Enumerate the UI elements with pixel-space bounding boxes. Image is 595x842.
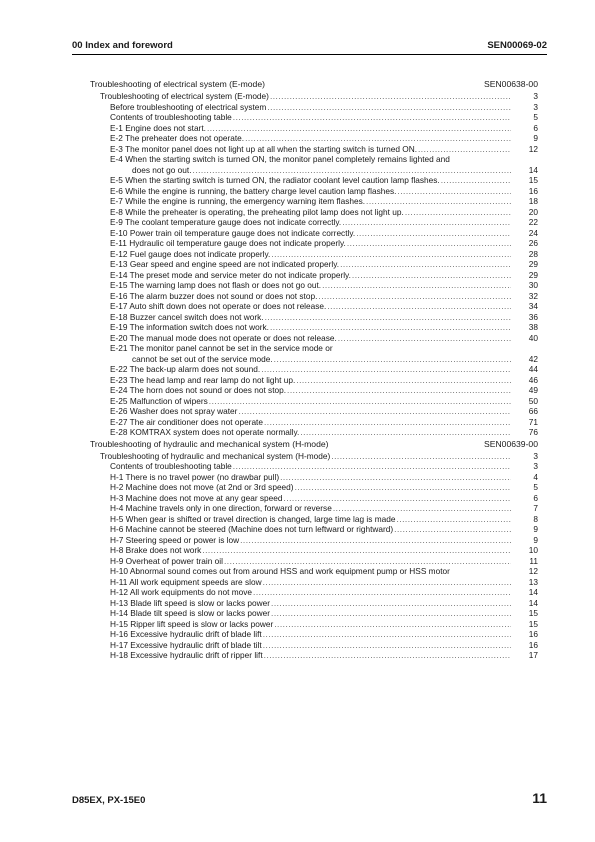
toc-entry-title: Before troubleshooting of electrical system [110,101,267,112]
dot-leader [263,640,511,651]
toc-entry-page: 16 [528,629,538,639]
toc-entry-title: E-5 When the starting switch is turned ON, the radiator coolant level caution lamp flashes. [110,175,440,185]
toc-entry [90,217,538,228]
toc-entry-title: H-14 Blade tilt speed is slow or lacks power [110,608,271,618]
toc-entry-title: E-10 Power train oil temperature gauge does not indicate correctly. [110,227,356,238]
toc-entry-title: H-18 Excessive hydraulic drift of ripper lift [110,650,263,660]
toc-entry-page: 30 [528,280,538,290]
dot-leader [333,503,511,514]
dot-leader [233,461,511,472]
toc-entry [90,270,538,281]
toc-entry-page: 14 [528,587,538,597]
toc-entry-page: 14 [528,164,538,175]
toc-entry [90,406,538,417]
toc-entry-title: E-15 The warning lamp does not flash or does not go out. [110,280,322,290]
toc-entries-electrical [90,91,538,438]
toc-entry-page: 4 [533,471,538,482]
toc-entry-title: E-28 KOMTRAX system does not operate normally. [110,427,300,437]
toc-entry [90,144,538,155]
toc-entry-page: 66 [528,406,538,416]
toc-entry-page: 34 [528,301,538,311]
toc-entry [90,322,538,333]
toc-entry-page: 71 [528,416,538,427]
toc-entry-page: 18 [528,196,538,206]
header-doc-code: SEN00069-02 [487,40,547,51]
toc-entry-title: H-8 Brake does not work [110,545,202,555]
dot-leader [233,112,511,123]
toc-entry-title: H-13 Blade lift speed is slow or lacks power [110,597,271,608]
toc-entry-title: E-4 When the starting switch is turned ON, the monitor panel completely remains lighted and [110,154,450,164]
toc-entry [90,228,538,239]
toc-entry [90,154,538,165]
toc-entry-page: 16 [528,185,538,196]
toc-entry-title: H-4 Machine travels only in one direction, forward or reverse [110,503,332,513]
toc-entry-title: H-16 Excessive hydraulic drift of blade lift [110,629,262,639]
dot-leader [264,650,511,661]
toc-entry-title: E-12 Fuel gauge does not indicate properly. [110,248,271,259]
toc-entry-page: 28 [528,248,538,259]
dot-leader [366,196,511,207]
toc-entry [90,249,538,260]
toc-entry-title: E-17 Auto shift down does not operate or does not release. [110,301,327,311]
toc-entry-title: H-3 Machine does not move at any gear speed [110,492,283,503]
toc-entry [90,503,538,514]
toc-entry-title: E-7 While the engine is running, the emergency warning item flashes. [110,196,366,206]
toc-entry [90,333,538,344]
toc-entry-title: Contents of troubleshooting table [110,112,232,122]
dot-leader [240,535,511,546]
toc-entry-page: 11 [529,555,538,566]
toc-entry [90,91,538,102]
toc-entry [90,196,538,207]
page-number: 11 [532,790,547,806]
toc-entry-page: 9 [533,534,538,545]
toc-entry-title: H-10 Abnormal sound comes out from around HSS and work equipment pump or HSS motor [110,566,450,576]
dot-leader [284,493,512,504]
toc-entry-page: 13 [528,576,538,587]
dot-leader [263,629,511,640]
toc-entry-title: H-6 Machine cannot be steered (Machine does not turn leftward or rightward) [110,524,394,534]
dot-leader [274,619,511,630]
toc-entry-page: 50 [528,395,538,406]
toc-entry-title: E-1 Engine does not start. [110,122,206,133]
toc-entry-page: 20 [528,206,538,217]
toc-entry-title: does not go out. [132,164,192,175]
toc-entry [90,524,538,535]
toc-entry-title: E-18 Buzzer cancel switch does not work. [110,311,264,322]
toc-entry [90,587,538,598]
toc-entry-title: cannot be set out of the service mode. [132,353,273,364]
toc-entry [90,566,538,577]
dot-leader [352,270,511,281]
toc-entry-page: 32 [528,290,538,301]
toc-entry-page: 15 [528,618,538,629]
toc-entry-page: 7 [533,503,538,513]
toc-entry-page: 22 [528,217,538,227]
toc-entry [90,343,538,354]
toc-entry-page: 17 [528,650,538,660]
toc-entry [90,375,538,386]
section-title: Troubleshooting of hydraulic and mechanical system (H-mode) [90,438,329,449]
dot-leader [270,91,511,102]
dot-leader [356,228,511,239]
toc-entry [90,598,538,609]
toc-entry-page: 3 [533,101,538,112]
dot-leader [238,406,511,417]
toc-entry-title: H-2 Machine does not move (at 2nd or 3rd speed) [110,482,294,492]
toc-entry-page: 42 [528,353,538,364]
header-divider [72,54,547,55]
toc-entry [90,280,538,291]
toc-entry-title: Troubleshooting of electrical system (E-mode) [100,91,269,101]
dot-leader [287,385,511,396]
toc-entry-title: E-27 The air conditioner does not operate [110,416,263,427]
toc-entry [90,427,538,438]
toc-entry-page: 46 [528,374,538,385]
toc-entry-title: E-14 The preset mode and service meter do not indicate properly. [110,269,351,280]
toc-entry [90,640,538,651]
toc-entry [90,364,538,375]
dot-leader [295,482,511,493]
dot-leader [271,249,511,260]
dot-leader [271,608,511,619]
toc-entry-title: E-25 Malfunction of wipers [110,395,208,406]
toc-entry-page: 15 [528,175,538,185]
toc-entry [90,650,538,661]
toc-entry [90,238,538,249]
dot-leader [441,175,511,186]
dot-leader [274,354,511,365]
toc-entry [90,207,538,218]
toc-entry-page: 36 [528,311,538,322]
toc-entry [90,629,538,640]
toc-entry-page: 38 [528,322,538,332]
dot-leader [224,556,511,567]
dot-leader [265,312,511,323]
toc-entry [90,186,538,197]
dot-leader [261,364,511,375]
section-title: Troubleshooting of electrical system (E-mode) [90,79,265,89]
dot-leader [394,524,511,535]
dot-leader [342,217,511,228]
toc-entry-title: E-19 The information switch does not work. [110,322,269,332]
toc-entry-title: E-16 The alarm buzzer does not sound or does not stop. [110,290,318,301]
toc-entry [90,482,538,493]
toc-entry-title: E-26 Washer does not spray water [110,406,238,416]
toc-entry-page: 8 [533,513,538,524]
table-of-contents [90,78,538,661]
toc-entry-title: E-8 While the preheater is operating, the preheating pilot lamp does not light up. [110,206,404,217]
toc-entry [90,165,538,176]
toc-entry-page: 9 [533,524,538,534]
dot-leader [327,301,511,312]
dot-leader [193,165,511,176]
toc-entry-page: 9 [533,133,538,143]
toc-entry [90,535,538,546]
toc-entry [90,556,538,567]
toc-entry-title: E-20 The manual mode does not operate or does not release. [110,332,337,343]
toc-entry-title: H-17 Excessive hydraulic drift of blade tilt [110,639,262,650]
toc-entry-title: E-23 The head lamp and rear lamp do not light up. [110,374,296,385]
toc-entry-title: H-12 All work equipments do not move [110,587,253,597]
toc-entry-page: 12 [528,566,538,576]
dot-leader [267,102,511,113]
toc-entry-title: E-11 Hydraulic oil temperature gauge does not indicate properly. [110,238,346,248]
toc-entry [90,291,538,302]
toc-entry [90,312,538,323]
toc-entry-title: H-7 Steering speed or power is low [110,534,240,545]
toc-entry [90,175,538,186]
toc-entry [90,112,538,123]
toc-entry-page: 29 [528,259,538,269]
dot-leader [300,427,511,438]
dot-leader [347,238,511,249]
toc-entry-page: 12 [528,143,538,154]
dot-leader [322,280,511,291]
toc-entry [90,451,538,462]
toc-entry [90,385,538,396]
toc-entry-title: E-13 Gear speed and engine speed are not indicated properly. [110,259,340,269]
toc-entry [90,493,538,504]
toc-entry-title: H-1 There is no travel power (no drawbar pull) [110,471,280,482]
toc-entry-page: 3 [533,461,538,471]
toc-entry-page: 6 [533,122,538,133]
toc-entry-title: H-11 All work equipment speeds are slow [110,576,262,587]
toc-entry-page: 3 [533,450,538,461]
toc-entry-title: Contents of troubleshooting table [110,461,232,471]
toc-entry [90,123,538,134]
toc-entry-title: E-3 The monitor panel does not light up at all when the starting switch is turned ON. [110,143,417,154]
toc-entry [90,577,538,588]
toc-entry [90,354,538,365]
toc-entry [90,472,538,483]
toc-entry [90,619,538,630]
toc-entry-page: 6 [533,492,538,503]
dot-leader [296,375,511,386]
page-header [72,40,547,54]
toc-entry-title: E-24 The horn does not sound or does not stop. [110,385,287,395]
toc-section-heading [90,78,538,91]
dot-leader [253,587,511,598]
toc-entry [90,608,538,619]
toc-entry [90,514,538,525]
dot-leader [418,144,511,155]
toc-entry-page: 5 [533,112,538,122]
toc-entry [90,417,538,428]
toc-entry-page: 10 [528,545,538,555]
section-doc-code: SEN00639-00 [484,438,538,449]
toc-entry-page: 29 [528,269,538,280]
toc-entry-page: 44 [528,364,538,374]
dot-leader [271,598,511,609]
toc-entry-page: 3 [533,91,538,101]
toc-entry-title: E-2 The preheater does not operate. [110,133,245,143]
section-doc-code: SEN00638-00 [484,79,538,89]
footer-model: D85EX, PX-15E0 [72,795,146,806]
toc-entry-page: 49 [528,385,538,395]
toc-entry-title: E-9 The coolant temperature gauge does not indicate correctly. [110,217,342,227]
toc-entry-title: H-9 Overheat of power train oil [110,555,223,566]
dot-leader [280,472,511,483]
toc-entry [90,545,538,556]
dot-leader [405,207,511,218]
dot-leader [318,291,511,302]
toc-entry-title: E-21 The monitor panel cannot be set in the service mode or [110,343,333,353]
toc-entry-title: Troubleshooting of hydraulic and mechanical system (H-mode) [100,450,331,461]
toc-entry-title: H-15 Ripper lift speed is slow or lacks power [110,618,274,629]
header-section-title: 00 Index and foreword [72,40,173,51]
toc-entries-hydraulic [90,451,538,661]
toc-entry [90,102,538,113]
dot-leader [209,396,511,407]
toc-entry-page: 5 [533,482,538,492]
toc-entry-title: H-5 When gear is shifted or travel direction is changed, large time lag is made [110,513,396,524]
toc-entry-title: E-6 While the engine is running, the battery charge level caution lamp flashes. [110,185,397,196]
toc-entry-page: 16 [528,639,538,650]
toc-section-heading [90,438,538,451]
toc-entry-page: 14 [528,597,538,608]
toc-entry-page: 26 [528,238,538,248]
dot-leader [202,545,511,556]
dot-leader [264,417,511,428]
dot-leader [207,123,511,134]
toc-entry [90,461,538,472]
dot-leader [263,577,511,588]
toc-entry-page: 24 [528,227,538,238]
dot-leader [396,514,511,525]
dot-leader [331,451,511,462]
toc-entry-page: 15 [528,608,538,618]
toc-entry [90,133,538,144]
dot-leader [245,133,511,144]
toc-entry-title: E-22 The back-up alarm does not sound. [110,364,261,374]
dot-leader [338,333,511,344]
dot-leader [340,259,511,270]
toc-entry [90,301,538,312]
toc-entry [90,396,538,407]
dot-leader [270,322,511,333]
toc-entry-page: 40 [528,332,538,343]
dot-leader [397,186,511,197]
toc-entry [90,259,538,270]
toc-entry-page: 76 [528,427,538,437]
